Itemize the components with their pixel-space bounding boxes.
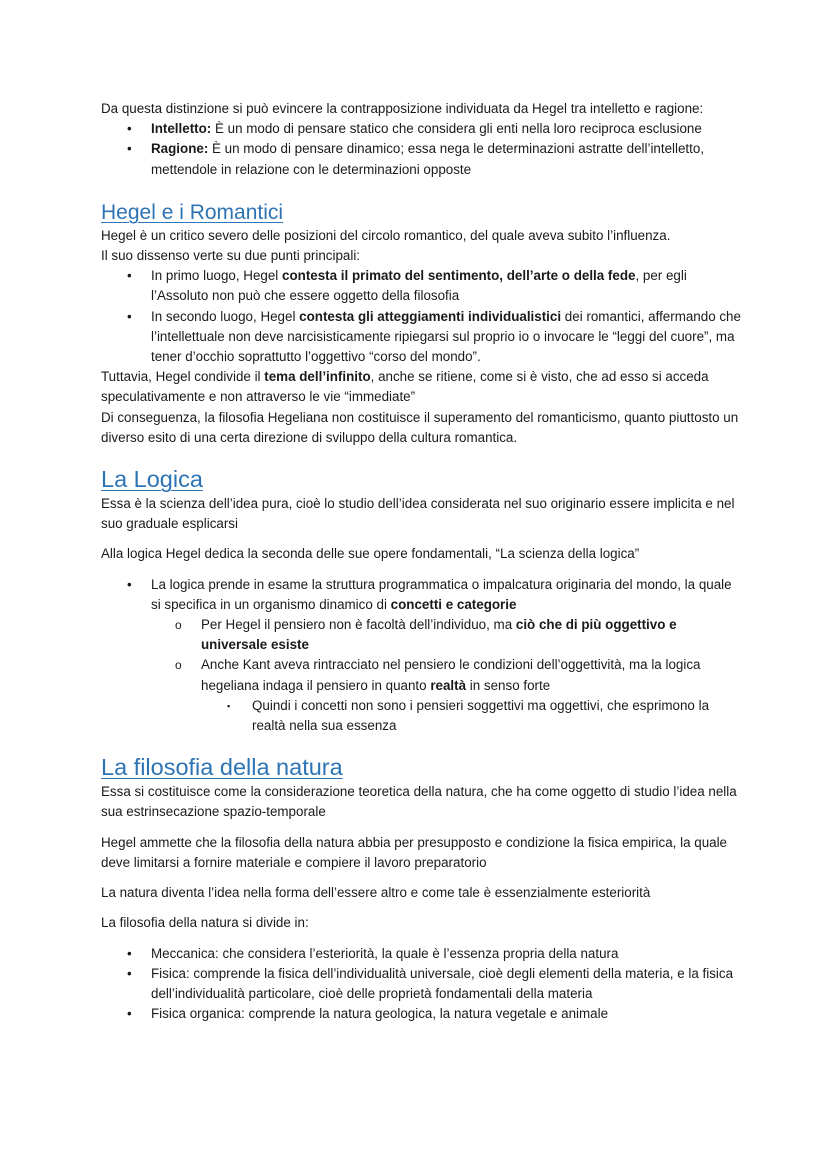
list-item <box>101 696 741 736</box>
bold-span: contesta gli atteggiamenti individualistici <box>299 308 562 324</box>
text-span: in senso forte <box>466 677 551 693</box>
intro-paragraph: Da questa distinzione si può evincere la contrapposizione individuata da Hegel tra intelletto e ragione: <box>101 101 704 116</box>
list-item <box>101 307 741 368</box>
heading-logica: La Logica <box>101 466 203 493</box>
text-span: , anche se ritiene, come si è visto, che ad esso si acceda speculativamente e non attraverso le vie “immediate” <box>101 369 709 405</box>
circle-bullet-icon: o <box>175 618 182 633</box>
term-text: È un modo di pensare statico che considera gli enti nella loro reciproca esclusione <box>211 121 702 137</box>
list-item <box>101 1004 741 1024</box>
list-item <box>101 119 741 139</box>
bullet-icon: • <box>127 576 132 592</box>
list-item <box>101 944 741 964</box>
text-span: Meccanica: che considera l’esteriorità, la quale è l’essenza propria della natura <box>151 945 619 961</box>
heading-natura: La filosofia della natura <box>101 754 343 781</box>
paragraph: Alla logica Hegel dedica la seconda delle sue opere fondamentali, “La scienza della logica” <box>101 546 640 562</box>
term-text: È un modo di pensare dinamico; essa nega le determinazioni astratte dell’intelletto, mettendole in relazione con le determinazioni opposte <box>151 141 705 177</box>
intro-list <box>101 119 741 180</box>
bold-span: tema dell’infinito <box>264 369 371 385</box>
list-item <box>101 575 741 615</box>
bullet-icon: • <box>127 308 132 324</box>
text-span: dei romantici, affermando che l’intellettuale non deve narcisisticamente ripiegarsi sul proprio io o invocare le “leggi del cuore”, ma tener d’occhio soprattutto l’oggettivo “corso del mondo”. <box>151 308 741 365</box>
logica-list <box>101 575 741 737</box>
bold-span: concetti e categorie <box>390 596 517 612</box>
text-span: , per egli l’Assoluto non può che essere oggetto della filosofia <box>151 268 687 304</box>
paragraph: Essa è la scienza dell’idea pura, cioè lo studio dell’idea considerata nel suo originario essere implicita e nel suo graduale esplicarsi <box>101 496 735 532</box>
bold-span: contesta il primato del sentimento, dell’arte o della fede <box>282 268 636 284</box>
heading-romantici: Hegel e i Romantici <box>101 200 284 224</box>
paragraph: Di conseguenza, la filosofia Hegeliana non costituisce il superamento del romanticismo, quanto piuttosto un diverso esito di una certa direzione di sviluppo della cultura romantica. <box>101 409 739 445</box>
bullet-icon: • <box>127 121 132 137</box>
bold-span: ciò che di più oggettivo e universale esiste <box>201 617 677 653</box>
text-span: In primo luogo, Hegel <box>151 268 283 284</box>
term-bold: Ragione: <box>151 141 209 157</box>
list-item <box>101 615 741 655</box>
document-page <box>101 99 741 1024</box>
square-bullet-icon: ▪ <box>227 700 231 711</box>
romantici-list <box>101 266 741 367</box>
bullet-icon: • <box>127 1006 132 1022</box>
list-item <box>101 655 741 695</box>
paragraph: Hegel è un critico severo delle posizioni del circolo romantico, del quale aveva subito l’influenza. <box>101 227 671 243</box>
list-item <box>101 964 741 1004</box>
paragraph: Hegel ammette che la filosofia della natura abbia per presupposto e condizione la fisica empirica, la quale deve limitarsi a fornire materiale e compiere il lavoro preparatorio <box>101 834 728 870</box>
paragraph: La natura diventa l’idea nella forma dell’essere altro e come tale è essenzialmente esteriorità <box>101 885 651 901</box>
bold-span: realtà <box>430 677 467 693</box>
paragraph: La filosofia della natura si divide in: <box>101 915 309 931</box>
bullet-icon: • <box>127 945 132 961</box>
natura-list <box>101 944 741 1025</box>
text-span: Fisica: comprende la fisica dell’individualità universale, cioè degli elementi della materia, e la fisica dell’individualità particolare, cioè delle proprietà fondamentali della materia <box>151 965 734 1001</box>
text-span: Anche Kant aveva rintracciato nel pensiero le condizioni dell’oggettività, ma la logica hegeliana indaga il pensiero in quanto <box>201 657 701 693</box>
paragraph: Il suo dissenso verte su due punti principali: <box>101 248 361 264</box>
paragraph <box>101 367 741 407</box>
text-span: Quindi i concetti non sono i pensieri soggettivi ma oggettivi, che esprimono la realtà nella sua essenza <box>252 697 710 734</box>
bullet-icon: • <box>127 268 132 284</box>
paragraph: Essa si costituisce come la considerazione teoretica della natura, che ha come oggetto di studio l’idea nella sua estrinsecazione spazio-temporale <box>101 784 737 820</box>
list-item <box>101 139 741 179</box>
text-span: Tuttavia, Hegel condivide il <box>101 369 265 385</box>
text-span: In secondo luogo, Hegel <box>151 308 300 324</box>
circle-bullet-icon: o <box>175 658 182 673</box>
bullet-icon: • <box>127 965 132 981</box>
term-bold: Intelletto: <box>151 121 212 137</box>
text-span: Per Hegel il pensiero non è facoltà dell’individuo, ma <box>201 617 516 633</box>
text-span: Fisica organica: comprende la natura geologica, la natura vegetale e animale <box>151 1006 609 1022</box>
list-item <box>101 266 741 306</box>
bullet-icon: • <box>127 141 132 157</box>
text-span: La logica prende in esame la struttura programmatica o impalcatura originaria del mondo, la quale si specifica in un organismo dinamico di <box>151 576 732 612</box>
